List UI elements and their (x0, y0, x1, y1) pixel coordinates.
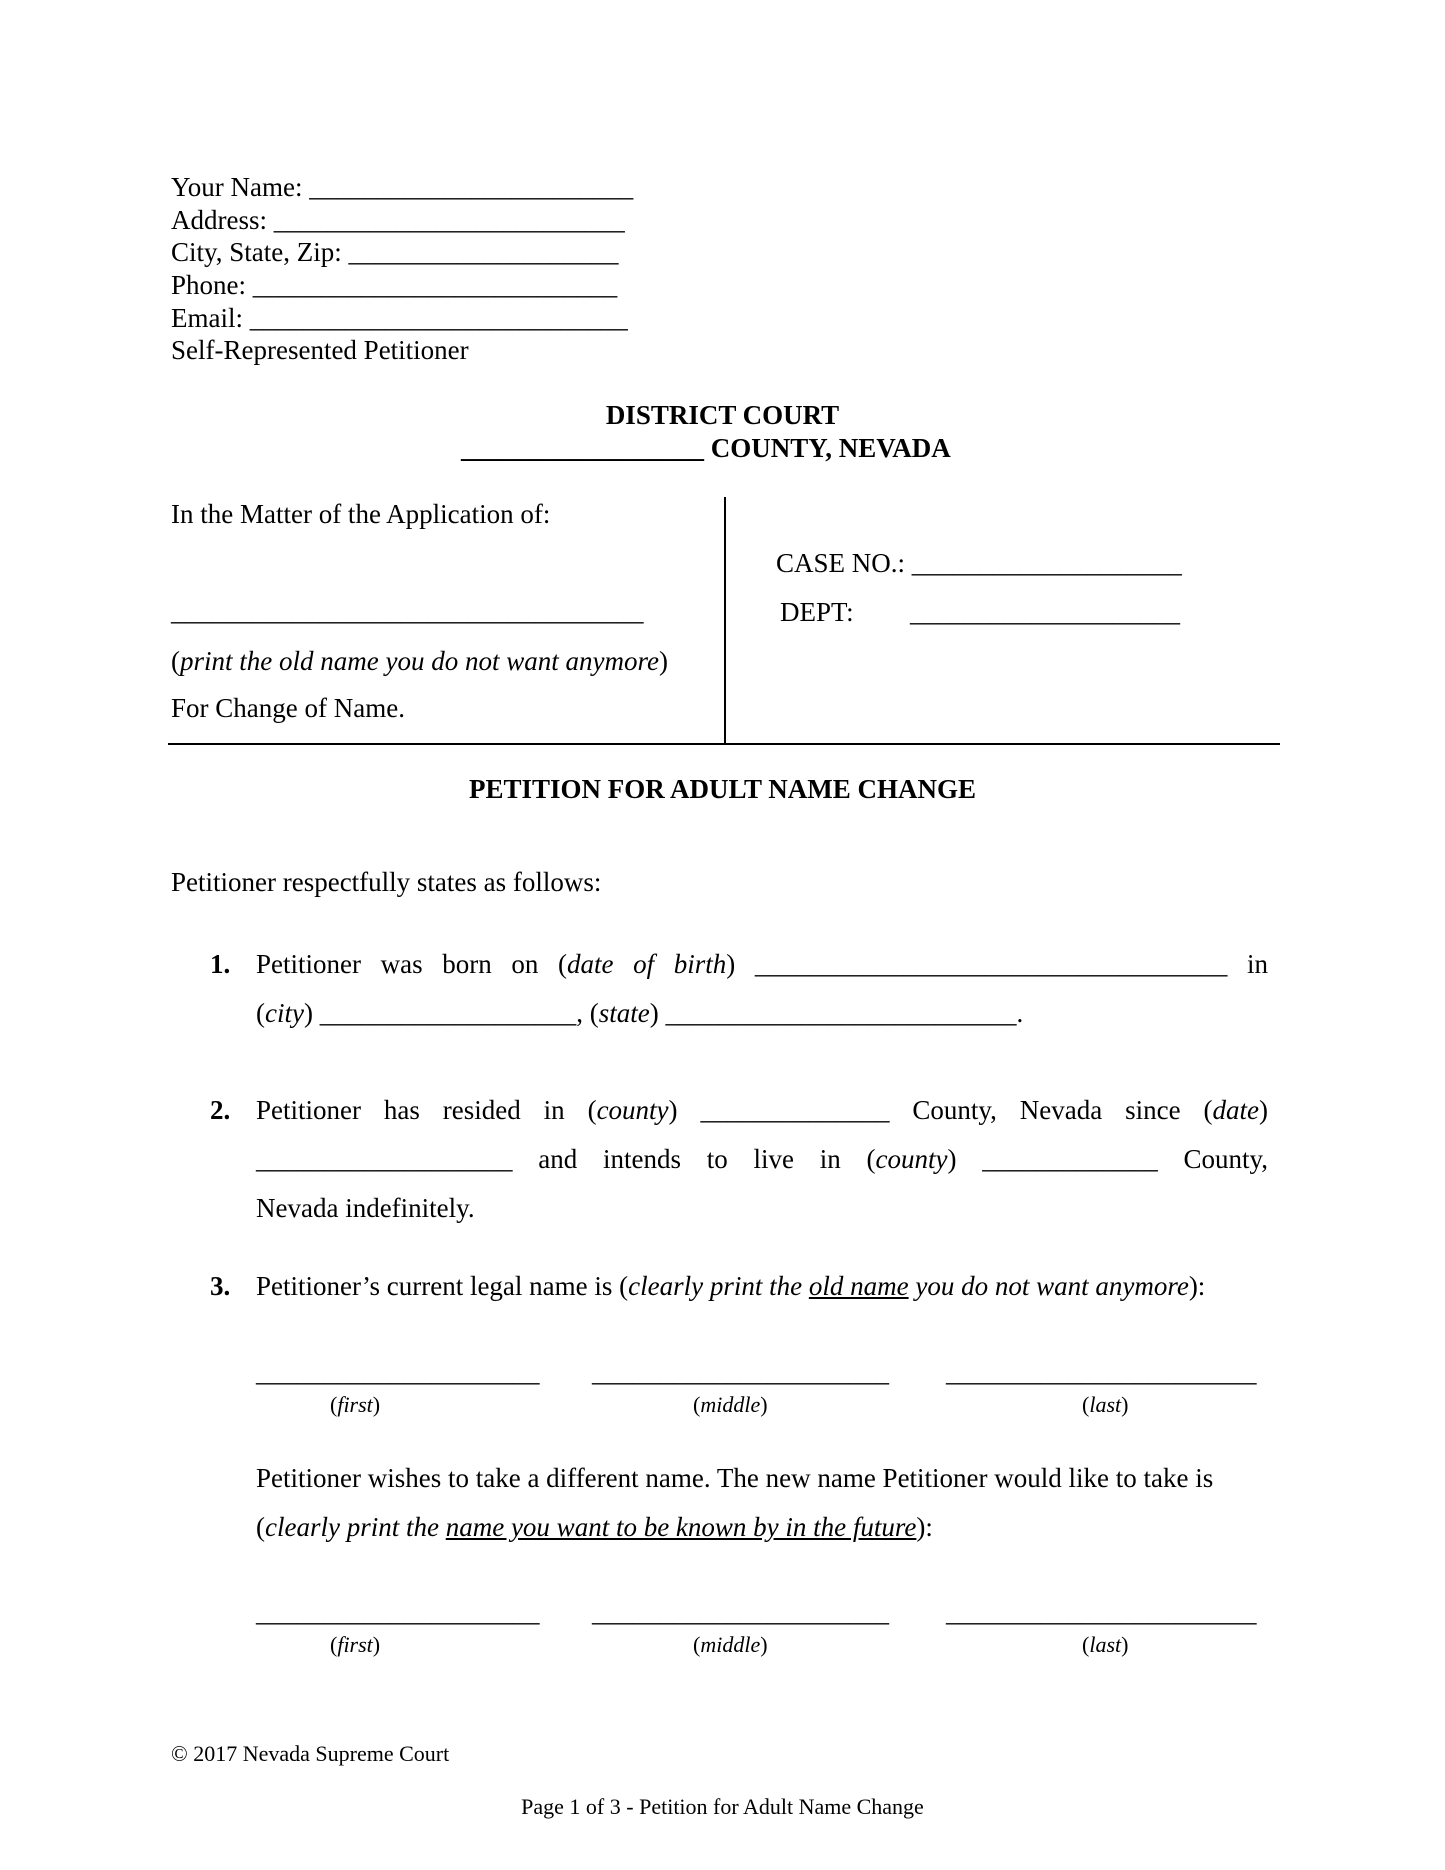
paren-open: ( (171, 646, 180, 676)
old-first-blank: _____________________ (256, 1357, 540, 1387)
old-middle-blank: ______________________ (592, 1357, 889, 1387)
phone-line: Phone: ___________________________ (171, 270, 618, 300)
date-of-birth-hint: date of birth (566, 949, 727, 979)
future-name-emphasis: name you want to be known by in the future (445, 1512, 917, 1542)
new-last-label: (last) (1082, 1632, 1129, 1657)
old-middle-label: (middle) (693, 1392, 768, 1417)
page-footer: Page 1 of 3 - Petition for Adult Name Change (521, 1794, 924, 1819)
new-name-line-2 (256, 1511, 933, 1543)
caption-divider-horizontal (168, 743, 1280, 745)
for-change-label: For Change of Name. (171, 693, 405, 723)
old-first-label: (first) (330, 1392, 381, 1417)
city-state-zip-line: City, State, Zip: ____________________ (171, 237, 619, 267)
item-3-line-1 (256, 1270, 1205, 1302)
last-hint: last (1089, 1392, 1122, 1417)
court-title: DISTRICT COURT (605, 400, 840, 430)
new-last-blank: _______________________ (946, 1597, 1257, 1627)
middle-hint-2: middle (700, 1632, 761, 1657)
first-hint: first (337, 1392, 373, 1417)
old-name-hint (171, 645, 668, 677)
item-1-text-b: ) ___________________________________ in (726, 949, 1269, 979)
item-2-number: 2. (210, 1095, 231, 1125)
item-2-text-a: Petitioner has resided in ( (256, 1095, 597, 1125)
new-first-blank: _____________________ (256, 1597, 540, 1627)
date-hint: date (1212, 1095, 1259, 1125)
item-2-line-3: Nevada indefinitely. (256, 1193, 475, 1223)
item-1-line-1 (256, 948, 1268, 980)
new-name-close: ): (916, 1512, 933, 1542)
item-3-number: 3. (210, 1271, 231, 1301)
new-middle-label: (middle) (693, 1632, 768, 1657)
old-last-label: (last) (1082, 1392, 1129, 1417)
new-middle-blank: ______________________ (592, 1597, 889, 1627)
dept-label: DEPT: (780, 597, 854, 627)
item-2-line-1 (256, 1094, 1268, 1126)
last-hint-2: last (1089, 1632, 1122, 1657)
self-represented-label: Self-Represented Petitioner (171, 335, 469, 365)
case-number-line: CASE NO.: ____________________ (776, 548, 1182, 578)
middle-hint: middle (700, 1392, 761, 1417)
state-hint: state (598, 998, 650, 1028)
item-2-text-d: ___________________ and intends to live in ( (256, 1144, 876, 1174)
item-2-line-2 (256, 1143, 1268, 1175)
item-1-state-blank: ) __________________________. (649, 998, 1024, 1028)
item-1-city-blank: ) ___________________, ( (303, 998, 599, 1028)
your-name-line: Your Name: ________________________ (171, 172, 634, 202)
clearly-print-hint-2: clearly print the (265, 1512, 446, 1542)
old-name-hint-text: print the old name you do not want anymore (180, 646, 659, 676)
copyright-notice: © 2017 Nevada Supreme Court (171, 1741, 450, 1766)
new-name-line-1: Petitioner wishes to take a different name. The new name Petitioner would like to take is (256, 1463, 1214, 1493)
item-3-text-a: Petitioner’s current legal name is ( (256, 1271, 629, 1301)
city-hint: city (265, 998, 304, 1028)
county-hint-2: county (875, 1144, 948, 1174)
item-1-line-2 (256, 997, 1023, 1029)
county-hint: county (596, 1095, 669, 1125)
address-line: Address: __________________________ (171, 205, 625, 235)
new-first-label: (first) (330, 1632, 381, 1657)
old-last-blank: _______________________ (946, 1357, 1257, 1387)
first-hint-2: first (337, 1632, 373, 1657)
clearly-print-hint: clearly print the (628, 1271, 809, 1301)
item-1-number: 1. (210, 949, 231, 979)
matter-label: In the Matter of the Application of: (171, 499, 551, 529)
item-1-text-a: Petitioner was born on ( (256, 949, 567, 979)
item-2-text-c: ) (1259, 1095, 1268, 1125)
new-name-paren: ( (256, 1512, 265, 1542)
paren-close: ) (658, 646, 668, 676)
caption-divider-vertical (724, 497, 726, 744)
dept-blank: ____________________ (910, 597, 1180, 627)
item-1-paren: ( (256, 998, 265, 1028)
item-2-text-e: ) _____________ County, (947, 1144, 1268, 1174)
document-title: PETITION FOR ADULT NAME CHANGE (468, 774, 977, 804)
intro-text: Petitioner respectfully states as follows: (171, 867, 602, 897)
old-name-blank: ___________________________________ (171, 596, 644, 626)
item-2-text-b: ) ______________ County, Nevada since ( (668, 1095, 1213, 1125)
old-name-emphasis: old name (808, 1271, 909, 1301)
email-line: Email: ____________________________ (171, 303, 628, 333)
old-name-hint-rest: you do not want anymore (908, 1271, 1189, 1301)
item-3-close: ): (1188, 1271, 1206, 1301)
county-line: __________________ COUNTY, NEVADA (461, 433, 951, 463)
